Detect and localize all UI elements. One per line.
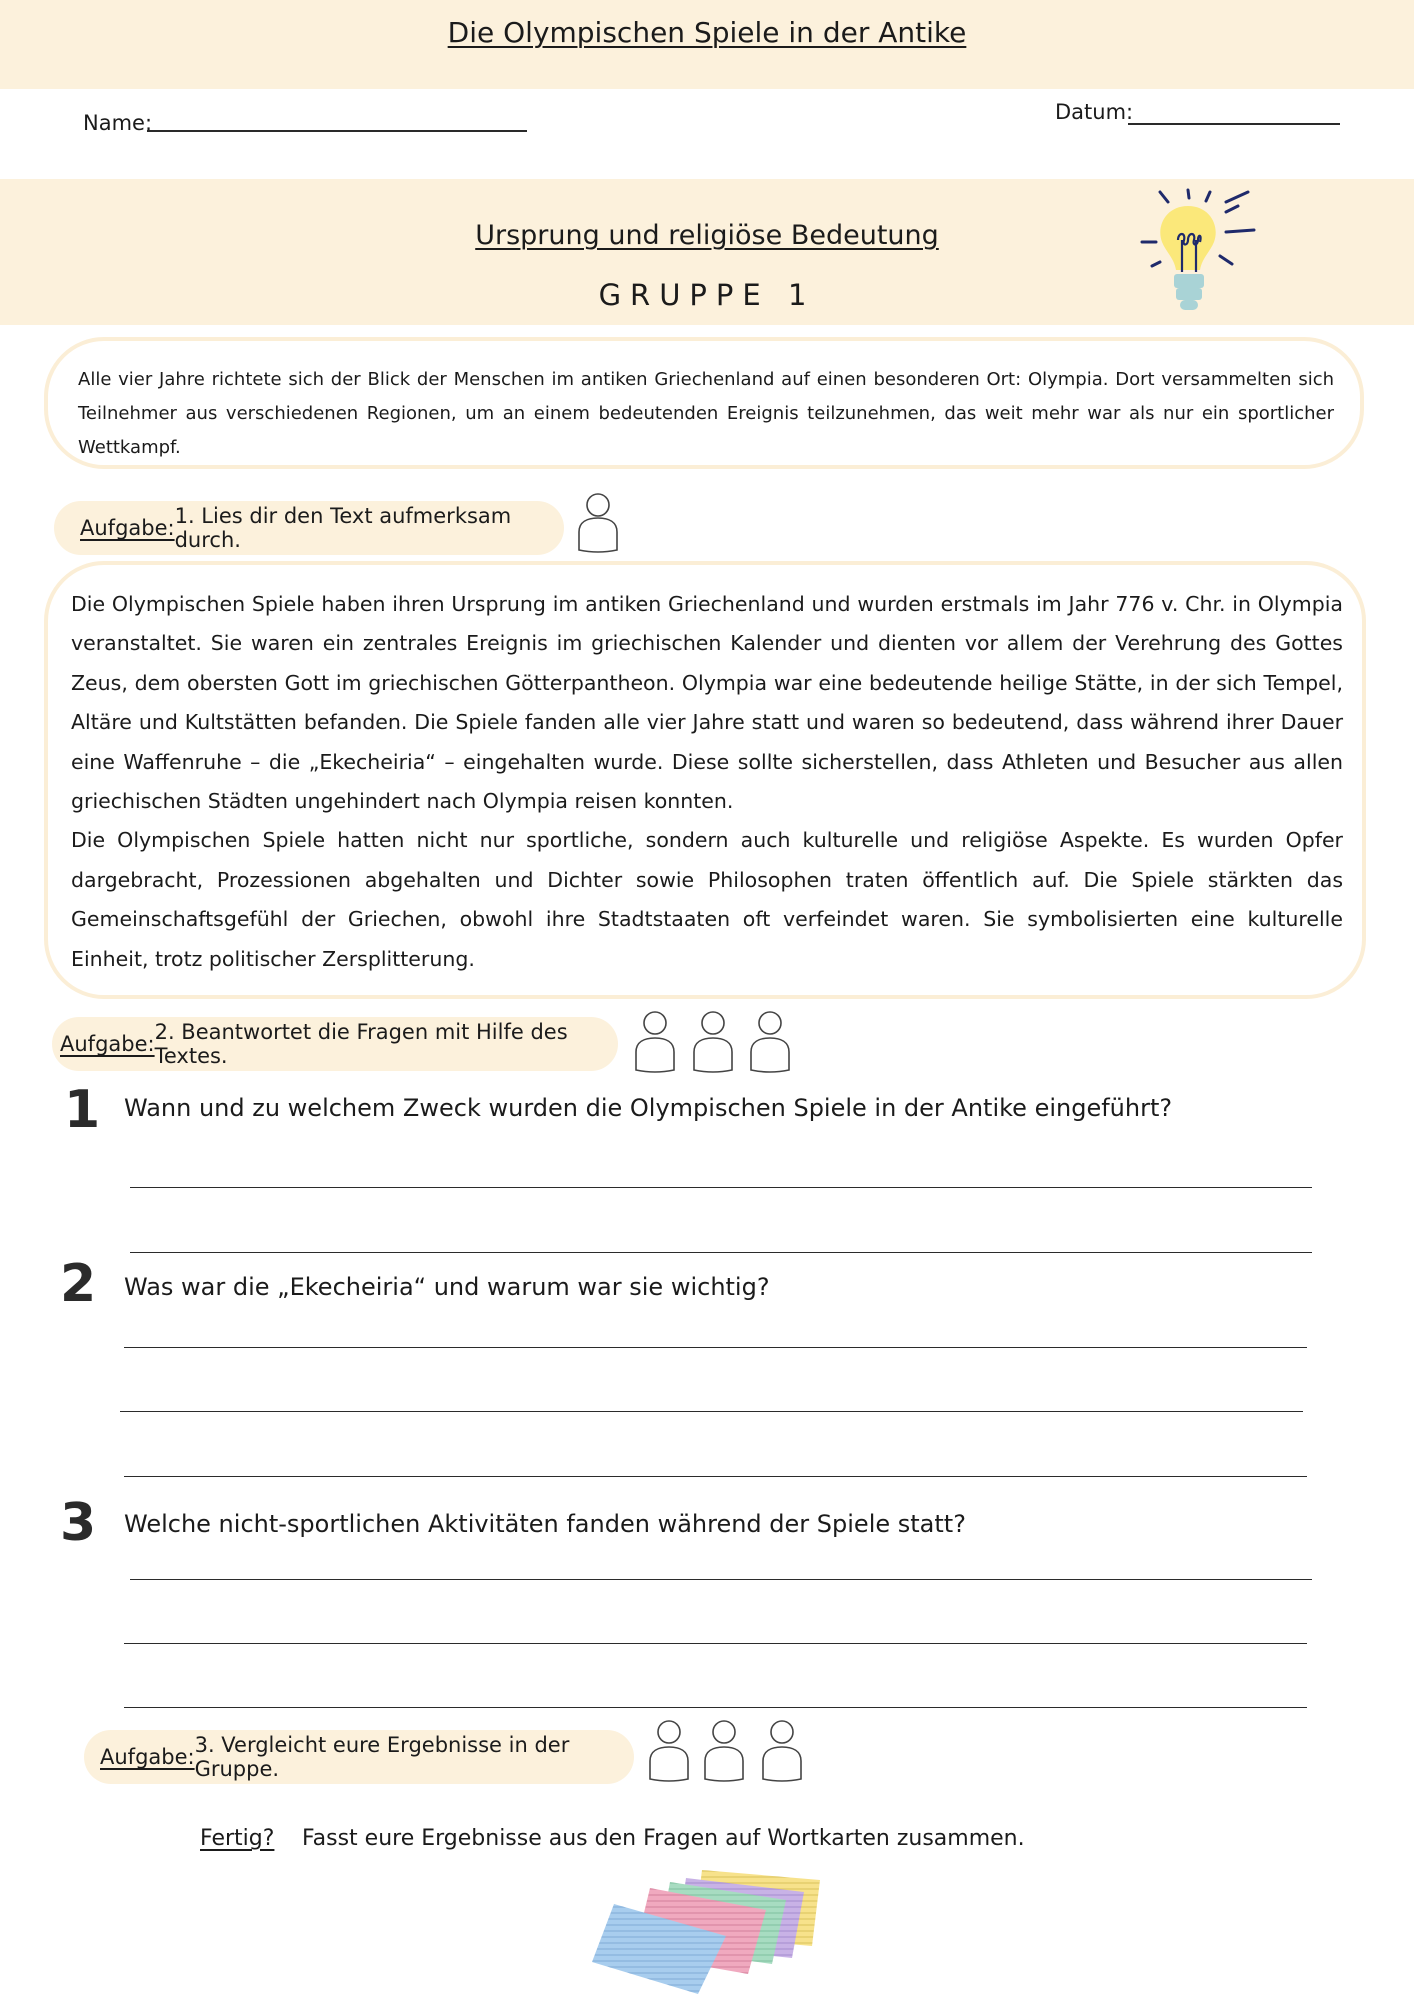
answer-line[interactable]: [130, 1579, 1312, 1580]
reading-box: [44, 561, 1366, 999]
intro-box: [44, 337, 1364, 469]
answer-line[interactable]: [124, 1476, 1307, 1477]
task1-label: Aufgabe:: [80, 516, 175, 540]
answer-line[interactable]: [130, 1187, 1312, 1188]
task2-pill: [52, 1017, 618, 1071]
question-1-text: Wann und zu welchem Zweck wurden die Olympischen Spiele in der Antike eingeführt?: [124, 1094, 1173, 1122]
section-title: Ursprung und religiöse Bedeutung: [475, 220, 939, 251]
name-field[interactable]: [147, 130, 527, 132]
reading-paragraph-1: Die Olympischen Spiele haben ihren Ursprung im antiken Griechenland und wurden erstmals im Jahr 776 v. Chr. in Olympia veranstaltet. Sie waren ein zentrales Ereignis im griechischen Kalender und dienten vor allem der Verehrung des Gottes Zeus, dem obersten Gott im griechischen Götterpantheon. Olympia war eine bedeutende heilige Stätte, in der sich Tempel, Altäre und Kultstätten befanden. Die Spiele fanden alle vier Jahre statt und waren so bedeutend, dass während ihrer Dauer eine Waffenruhe – die „Ekecheiria“ – eingehalten wurde. Diese sollte sicherstellen, dass Athleten und Besucher aus allen griechischen Städten ungehindert nach Olympia reisen konnten.: [71, 592, 1343, 814]
question-2-number: 2: [60, 1254, 97, 1314]
question-3-text: Welche nicht-sportlichen Aktivitäten fanden während der Spiele statt?: [124, 1510, 966, 1538]
task3-text: 3. Vergleicht eure Ergebnisse in der Gruppe.: [194, 1733, 570, 1781]
answer-line[interactable]: [124, 1643, 1307, 1644]
group-icon: [646, 1719, 812, 1783]
intro-text: Alle vier Jahre richtete sich der Blick der Menschen im antiken Griechenland auf einen besonderen Ort: Olympia. Dort versammelten sich Teilnehmer aus verschiedenen Regionen, um an einem bedeutenden Ereignis teilzunehmen, das weit mehr war als nur ein sportlicher Wettkampf.: [78, 369, 1334, 458]
answer-line[interactable]: [124, 1347, 1307, 1348]
group-label: GRUPPE 1: [598, 278, 816, 312]
lightbulb-icon: [1138, 184, 1258, 320]
group-icon: [632, 1010, 798, 1074]
page-title: Die Olympischen Spiele in der Antike: [447, 16, 967, 49]
person-icon: [575, 492, 621, 554]
task3-pill: [84, 1730, 634, 1784]
task3-label: Aufgabe:: [100, 1745, 195, 1769]
date-field[interactable]: [1128, 123, 1340, 125]
question-1-number: 1: [64, 1080, 101, 1140]
date-label: Datum:: [1055, 100, 1134, 124]
answer-line[interactable]: [130, 1252, 1312, 1253]
task1-text: 1. Lies dir den Text aufmerksam durch.: [174, 504, 512, 552]
finish-text: Fasst eure Ergebnisse aus den Fragen auf Wortkarten zusammen.: [302, 1826, 1025, 1851]
answer-line[interactable]: [124, 1707, 1307, 1708]
task2-label: Aufgabe:: [60, 1032, 155, 1056]
answer-line[interactable]: [120, 1411, 1303, 1412]
finish-label: Fertig?: [200, 1826, 275, 1851]
reading-paragraph-2: Die Olympischen Spiele hatten nicht nur sportliche, sondern auch kulturelle und religiöse Aspekte. Es wurden Opfer dargebracht, Prozessionen abgehalten und Dichter sowie Philosophen traten öffentlich auf. Die Spiele stärkten das Gemeinschaftsgefühl der Griechen, obwohl ihre Stadtstaaten oft verfeindet waren. Sie symbolisierten eine kulturelle Einheit, trotz politischer Zersplitterung.: [71, 828, 1343, 971]
reading-text: [71, 585, 1343, 979]
question-3-number: 3: [60, 1493, 97, 1553]
task1-pill: [54, 501, 564, 555]
question-2-text: Was war die „Ekecheiria“ und warum war sie wichtig?: [124, 1273, 770, 1301]
index-cards-icon: [590, 1866, 830, 1996]
name-label: Name:: [83, 111, 153, 135]
task2-text: 2. Beantwortet die Fragen mit Hilfe des Textes.: [154, 1020, 568, 1068]
